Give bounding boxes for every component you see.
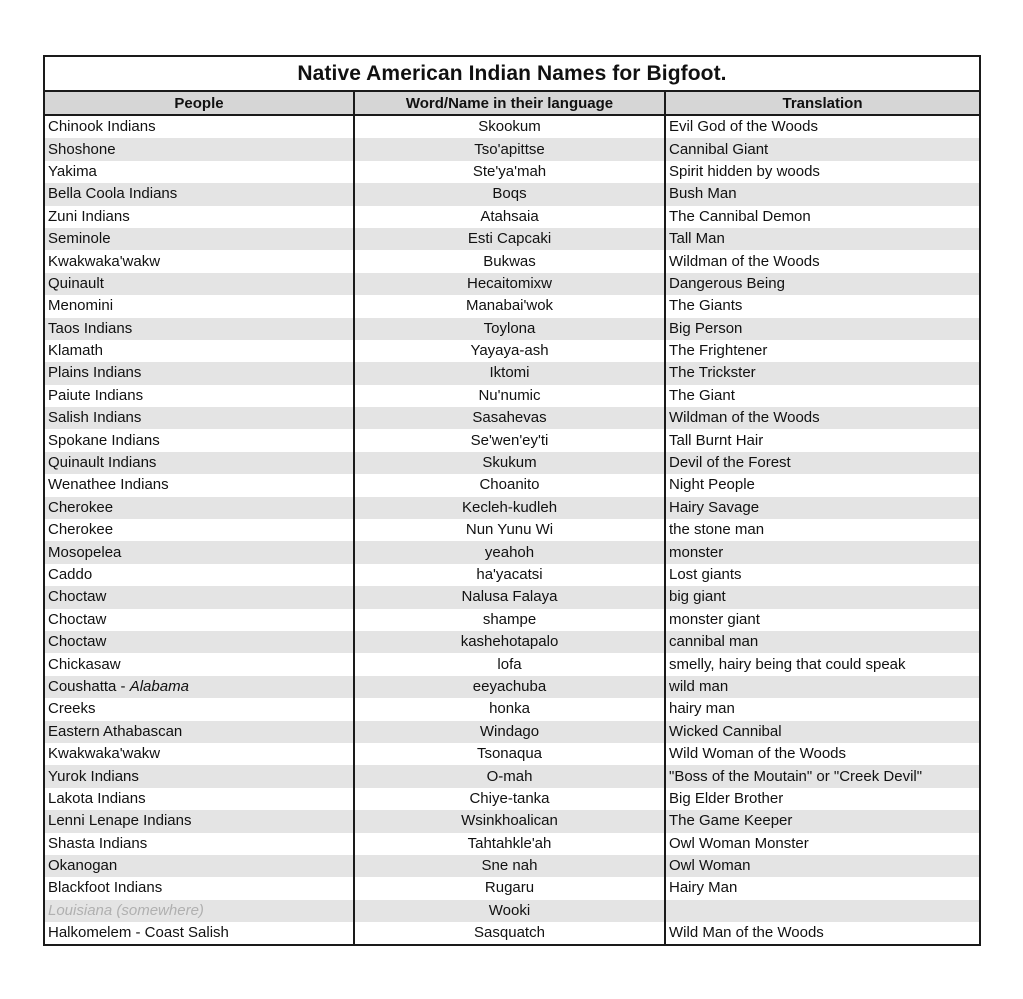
table-row: [45, 609, 979, 631]
word-cell: lofa: [354, 653, 665, 675]
people-cell: [45, 295, 354, 317]
people-name: Plains Indians: [48, 364, 142, 382]
people-cell: [45, 877, 354, 899]
people-name: Bella Coola Indians: [48, 185, 178, 203]
people-name: Shasta Indians: [48, 834, 148, 852]
word-cell: Windago: [354, 721, 665, 743]
translation-cell: The Trickster: [665, 362, 979, 384]
translation-cell: Big Elder Brother: [665, 788, 979, 810]
table-row: [45, 833, 979, 855]
people-name: Mosopelea: [48, 543, 122, 561]
translation-cell: The Giant: [665, 385, 979, 407]
word-cell: Se'wen'ey'ti: [354, 429, 665, 451]
people-name: Quinault Indians: [48, 454, 157, 472]
table-row: [45, 810, 979, 832]
people-name: Coushatta -: [48, 677, 130, 695]
table-row: [45, 653, 979, 675]
people-cell: [45, 429, 354, 451]
table-row: [45, 743, 979, 765]
word-cell: Wsinkhoalican: [354, 810, 665, 832]
people-cell: [45, 900, 354, 922]
translation-cell: wild man: [665, 676, 979, 698]
people-cell: [45, 362, 354, 384]
people-cell: [45, 631, 354, 653]
translation-cell: Hairy Man: [665, 877, 979, 899]
word-cell: shampe: [354, 609, 665, 631]
table-row: [45, 900, 979, 922]
people-name: Chinook Indians: [48, 118, 156, 136]
table-row: [45, 340, 979, 362]
translation-cell: Lost giants: [665, 564, 979, 586]
table-row: [45, 295, 979, 317]
word-cell: Ste'ya'mah: [354, 161, 665, 183]
table-row: [45, 564, 979, 586]
table-row: [45, 877, 979, 899]
header-people: People: [45, 92, 354, 115]
translation-cell: Dangerous Being: [665, 273, 979, 295]
people-cell: [45, 161, 354, 183]
word-cell: ha'yacatsi: [354, 564, 665, 586]
translation-cell: Hairy Savage: [665, 497, 979, 519]
table-row: [45, 721, 979, 743]
translation-cell: the stone man: [665, 519, 979, 541]
word-cell: Boqs: [354, 183, 665, 205]
people-region: Alabama: [129, 677, 189, 695]
word-cell: Nu'numic: [354, 385, 665, 407]
word-cell: Atahsaia: [354, 206, 665, 228]
word-cell: Wooki: [354, 900, 665, 922]
translation-cell: Wild Man of the Woods: [665, 922, 979, 944]
word-cell: honka: [354, 698, 665, 720]
people-cell: [45, 609, 354, 631]
people-name: Menomini: [48, 297, 114, 315]
people-cell: [45, 250, 354, 272]
people-name: Quinault: [48, 274, 104, 292]
translation-cell: Big Person: [665, 318, 979, 340]
table-row: [45, 318, 979, 340]
translation-cell: The Frightener: [665, 340, 979, 362]
word-cell: Toylona: [354, 318, 665, 340]
people-name: Halkomelem - Coast Salish: [48, 924, 229, 942]
translation-cell: Owl Woman: [665, 855, 979, 877]
header-translation: Translation: [665, 92, 979, 115]
people-name: Cherokee: [48, 498, 114, 516]
word-cell: Tsonaqua: [354, 743, 665, 765]
people-name: Lakota Indians: [48, 789, 146, 807]
people-cell: [45, 206, 354, 228]
table-row: [45, 206, 979, 228]
word-cell: Tahtahkle'ah: [354, 833, 665, 855]
people-cell: [45, 788, 354, 810]
translation-cell: monster giant: [665, 609, 979, 631]
table-row: [45, 788, 979, 810]
translation-cell: hairy man: [665, 698, 979, 720]
people-name: Wenathee Indians: [48, 476, 169, 494]
people-cell: [45, 474, 354, 496]
translation-cell: Night People: [665, 474, 979, 496]
people-cell: [45, 273, 354, 295]
bigfoot-names-table-sheet: [43, 55, 981, 946]
people-cell: [45, 922, 354, 944]
table-row: [45, 250, 979, 272]
word-cell: Sne nah: [354, 855, 665, 877]
translation-cell: Devil of the Forest: [665, 452, 979, 474]
translation-cell: Bush Man: [665, 183, 979, 205]
people-cell: [45, 653, 354, 675]
people-cell: [45, 698, 354, 720]
translation-cell: The Game Keeper: [665, 810, 979, 832]
translation-cell: Wicked Cannibal: [665, 721, 979, 743]
people-name: Choctaw: [48, 633, 107, 651]
people-cell: [45, 833, 354, 855]
table-row: [45, 676, 979, 698]
people-cell: [45, 497, 354, 519]
translation-cell: cannibal man: [665, 631, 979, 653]
people-cell: [45, 318, 354, 340]
word-cell: Sasquatch: [354, 922, 665, 944]
word-cell: Iktomi: [354, 362, 665, 384]
word-cell: yeahoh: [354, 541, 665, 563]
word-cell: Rugaru: [354, 877, 665, 899]
people-name: Chickasaw: [48, 655, 121, 673]
table-row: [45, 161, 979, 183]
table-row: [45, 765, 979, 787]
table-row: [45, 474, 979, 496]
people-name: Eastern Athabascan: [48, 722, 183, 740]
table-row: [45, 586, 979, 608]
translation-cell: [665, 900, 979, 922]
translation-cell: Tall Man: [665, 228, 979, 250]
people-name: Yakima: [48, 162, 97, 180]
table-row: [45, 541, 979, 563]
people-name: Seminole: [48, 230, 111, 248]
people-name: Cherokee: [48, 521, 114, 539]
people-name: Choctaw: [48, 588, 107, 606]
people-name: Spokane Indians: [48, 431, 160, 449]
people-cell: [45, 765, 354, 787]
people-name: Salish Indians: [48, 409, 142, 427]
translation-cell: big giant: [665, 586, 979, 608]
people-cell: [45, 115, 354, 138]
word-cell: Sasahevas: [354, 407, 665, 429]
word-cell: Skookum: [354, 115, 665, 138]
table-row: [45, 519, 979, 541]
table-row: [45, 497, 979, 519]
people-name: Zuni Indians: [48, 207, 130, 225]
people-cell: [45, 340, 354, 362]
table-body: [45, 115, 979, 944]
people-name: Lenni Lenape Indians: [48, 812, 192, 830]
table-row: [45, 115, 979, 138]
people-cell: [45, 541, 354, 563]
table-row: [45, 698, 979, 720]
people-cell: [45, 743, 354, 765]
table-row: [45, 855, 979, 877]
word-cell: kashehotapalo: [354, 631, 665, 653]
people-cell: [45, 721, 354, 743]
translation-cell: Evil God of the Woods: [665, 115, 979, 138]
people-name: Kwakwaka'wakw: [48, 252, 161, 270]
translation-cell: Wildman of the Woods: [665, 250, 979, 272]
word-cell: Nun Yunu Wi: [354, 519, 665, 541]
translation-cell: Tall Burnt Hair: [665, 429, 979, 451]
table-row: [45, 138, 979, 160]
people-cell: [45, 810, 354, 832]
people-name: Choctaw: [48, 610, 107, 628]
table-row: [45, 385, 979, 407]
people-cell: [45, 855, 354, 877]
word-cell: Skukum: [354, 452, 665, 474]
translation-cell: Spirit hidden by woods: [665, 161, 979, 183]
table-row: [45, 922, 979, 944]
translation-cell: Wild Woman of the Woods: [665, 743, 979, 765]
people-name: Blackfoot Indians: [48, 879, 163, 897]
word-cell: Nalusa Falaya: [354, 586, 665, 608]
people-cell: [45, 385, 354, 407]
word-cell: Esti Capcaki: [354, 228, 665, 250]
people-cell: [45, 407, 354, 429]
people-name: Kwakwaka'wakw: [48, 745, 161, 763]
translation-cell: monster: [665, 541, 979, 563]
people-name: Klamath: [48, 342, 104, 360]
word-cell: Kecleh-kudleh: [354, 497, 665, 519]
word-cell: O-mah: [354, 765, 665, 787]
people-cell: [45, 138, 354, 160]
people-name: Creeks: [48, 700, 96, 718]
people-cell: [45, 519, 354, 541]
names-table: [45, 92, 979, 944]
people-name: Caddo: [48, 566, 93, 583]
translation-cell: "Boss of the Moutain" or "Creek Devil": [665, 765, 979, 787]
table-row: [45, 407, 979, 429]
table-row: [45, 273, 979, 295]
people-name: Shoshone: [48, 140, 116, 158]
translation-cell: Wildman of the Woods: [665, 407, 979, 429]
word-cell: Yayaya-ash: [354, 340, 665, 362]
people-name: Louisiana (somewhere): [48, 901, 204, 919]
people-cell: [45, 676, 354, 698]
word-cell: Chiye-tanka: [354, 788, 665, 810]
header-word: Word/Name in their language: [354, 92, 665, 115]
word-cell: Hecaitomixw: [354, 273, 665, 295]
table-row: [45, 228, 979, 250]
word-cell: Bukwas: [354, 250, 665, 272]
translation-cell: The Giants: [665, 295, 979, 317]
word-cell: Choanito: [354, 474, 665, 496]
people-cell: [45, 228, 354, 250]
word-cell: Tso'apittse: [354, 138, 665, 160]
table-row: [45, 452, 979, 474]
people-name: Okanogan: [48, 857, 118, 875]
people-cell: [45, 183, 354, 205]
people-cell: [45, 586, 354, 608]
word-cell: Manabai'wok: [354, 295, 665, 317]
table-row: [45, 631, 979, 653]
table-title: Native American Indian Names for Bigfoot.: [45, 57, 979, 92]
people-cell: [45, 564, 354, 586]
translation-cell: Cannibal Giant: [665, 138, 979, 160]
people-cell: [45, 452, 354, 474]
people-name: Taos Indians: [48, 319, 133, 337]
people-name: Yurok Indians: [48, 767, 139, 785]
table-row: [45, 429, 979, 451]
table-row: [45, 362, 979, 384]
header-row: [45, 92, 979, 115]
table-row: [45, 183, 979, 205]
people-name: Paiute Indians: [48, 386, 144, 404]
word-cell: eeyachuba: [354, 676, 665, 698]
translation-cell: smelly, hairy being that could speak: [665, 653, 979, 675]
translation-cell: Owl Woman Monster: [665, 833, 979, 855]
translation-cell: The Cannibal Demon: [665, 206, 979, 228]
